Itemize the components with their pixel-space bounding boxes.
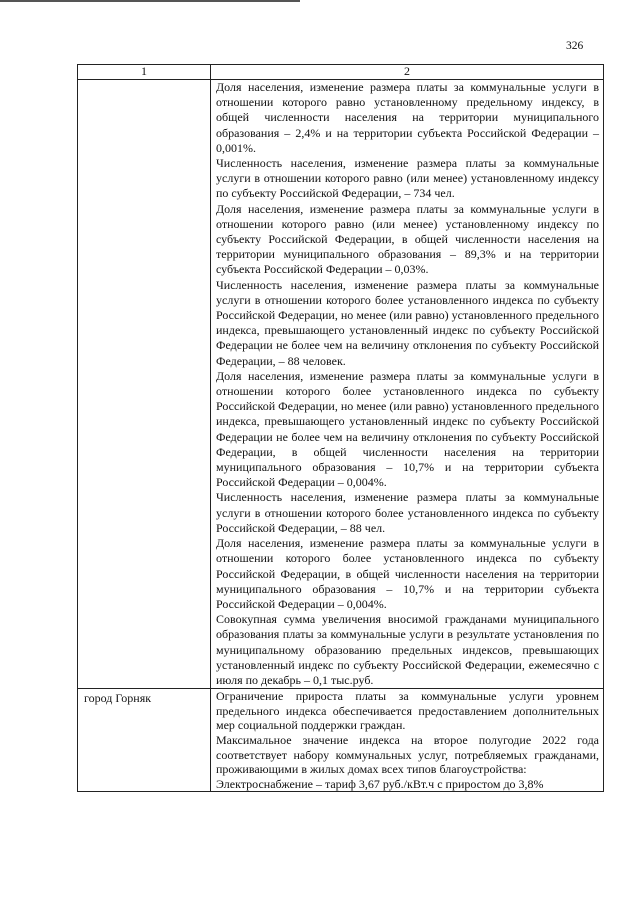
municipality-cell: [78, 80, 211, 689]
paragraph: Совокупная сумма увеличения вносимой гражданами муниципального образования платы за коммунальные услуги в результате установления по муниципальному образованию предельных индексов, превышающих установленный индекс по субъекту Российской Федерации, ежемесячно с июля по декабрь – 0,1 тыс.руб.: [216, 612, 599, 687]
page-top-rule: [0, 0, 300, 2]
paragraph: Доля населения, изменение размера платы за коммунальные услуги в отношении которого равно установленному предельному индексу, в общей численности населения на территории муниципального образования – 2,4% и на территории субъекта Российской Федерации – 0,001%.: [216, 80, 599, 155]
paragraph: Электроснабжение – тариф 3,67 руб./кВт.ч с приростом до 3,8%: [216, 776, 544, 791]
page-number: 326: [566, 40, 584, 52]
header-col-1: 1: [78, 65, 211, 80]
description-cell: [211, 80, 604, 689]
paragraph: Численность населения, изменение размера платы за коммунальные услуги в отношении которого более установленного индекса по субъекту Российской Федерации, но менее (или равно) установленного предельного индекса, превышающего установленный индекс по субъекту Российской Федерации не более чем на величину отклонения по субъекту Российской Федерации, – 88 человек.: [216, 277, 599, 368]
document-table: [77, 64, 604, 792]
table-row: [78, 80, 604, 689]
paragraph: Максимальное значение индекса на второе полугодие 2022 года соответствует набору коммунальных услуг, потребляемых гражданами, проживающими в жилых домах всех типов благоустройства:: [216, 732, 599, 777]
paragraph: Доля населения, изменение размера платы за коммунальные услуги в отношении которого равно (или менее) установленному индексу по субъекту Российской Федерации, в общей численности населения на территории муниципального образования – 89,3% и на территории субъекта Российской Федерации – 0,03%.: [216, 201, 599, 277]
paragraph: Численность населения, изменение размера платы за коммунальные услуги в отношении которого равно (или менее) установленному индексу по субъекту Российской Федерации, – 734 чел.: [216, 156, 599, 201]
municipality-cell: город Горняк: [78, 689, 211, 792]
table-header-row: [78, 65, 604, 80]
paragraph: Численность населения, изменение размера платы за коммунальные услуги в отношении которого более установленного индекса по субъекту Российской Федерации, – 88 чел.: [216, 490, 599, 535]
header-col-2: 2: [211, 65, 604, 80]
description-cell: [211, 689, 604, 792]
paragraph: Доля населения, изменение размера платы за коммунальные услуги в отношении которого более установленного индекса по субъекту Российской Федерации, но менее (или равно) установленного предельного индекса, превышающего установленный индекс по субъекту Российской Федерации не более чем на величину отклонения по субъекту Российской Федерации, в общей численности населения на территории муниципального образования – 10,7% и на территории субъекта Российской Федерации – 0,004%.: [216, 368, 599, 490]
table-row: [78, 689, 604, 792]
paragraph: Ограничение прироста платы за коммунальные услуги уровнем предельного индекса обеспечивается предоставлением дополнительных мер социальной поддержки граждан.: [216, 689, 599, 733]
paragraph: Доля населения, изменение размера платы за коммунальные услуги в отношении которого более установленного индекса по субъекту Российской Федерации, в общей численности населения на территории муниципального образования – 10,7% и на территории субъекта Российской Федерации – 0,004%.: [216, 536, 599, 611]
